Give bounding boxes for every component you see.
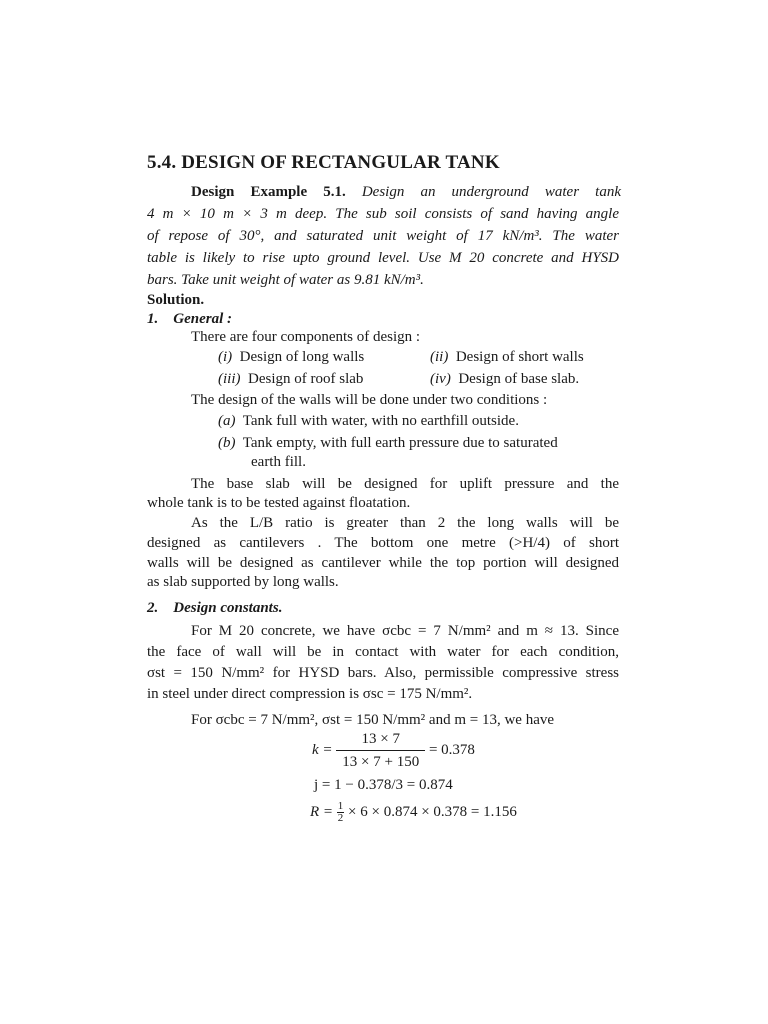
- general-number: 1.: [147, 311, 159, 327]
- base-slab-line-1: The base slab will be designed for uplift pressure and the: [191, 476, 619, 492]
- constants-line-3: σst = 150 N/mm² for HYSD bars. Also, permissible compressive stress: [147, 665, 619, 681]
- section-title: DESIGN OF RECTANGULAR TANK: [181, 152, 500, 173]
- base-slab-line-2: whole tank is to be tested against floatation.: [147, 495, 411, 511]
- component-ii-text: Design of short walls: [455, 349, 584, 365]
- component-iii-text: Design of roof slab: [248, 371, 364, 387]
- constants-line-1: For M 20 concrete, we have σcbc = 7 N/mm² and m ≈ 13. Since: [191, 623, 619, 639]
- constants-title: Design constants.: [173, 600, 283, 616]
- components-intro: There are four components of design :: [191, 329, 421, 345]
- example-line-2: 4 m × 10 m × 3 m deep. The sub soil consists of sand having angle: [147, 206, 619, 222]
- r-half-denominator: 2: [337, 812, 344, 825]
- component-iii-number: (iii): [218, 371, 241, 387]
- condition-a-text: Tank full with water, with no earthfill outside.: [242, 413, 519, 429]
- j-equation: j = 1 − 0.378/3 = 0.874: [314, 777, 453, 793]
- lb-ratio-line-3: walls will be designed as cantilever while the top portion will designed: [147, 555, 619, 571]
- solution-label: Solution.: [147, 292, 205, 308]
- component-iii: [218, 369, 363, 389]
- example-line-3: of repose of 30°, and saturated unit weight of 17 kN/m³. The water: [147, 228, 619, 244]
- lb-ratio-line-2: designed as cantilevers . The bottom one metre (>H/4) of short: [147, 535, 619, 551]
- lb-ratio-line-4: as slab supported by long walls.: [147, 574, 339, 590]
- k-rhs: = 0.378: [428, 741, 475, 758]
- constants-number: 2.: [147, 600, 159, 616]
- condition-b-text: Tank empty, with full earth pressure due to saturated: [242, 435, 558, 451]
- constants-heading: [147, 598, 282, 618]
- r-half-fraction: [337, 801, 345, 824]
- constants-line-5: For σcbc = 7 N/mm², σst = 150 N/mm² and m = 13, we have: [191, 712, 555, 728]
- component-iv-number: (iv): [430, 371, 451, 387]
- k-lhs: k =: [312, 741, 333, 758]
- component-i-number: (i): [218, 349, 233, 365]
- example-line-4: table is likely to rise upto ground level. Use M 20 concrete and HYSD: [147, 250, 619, 266]
- condition-a: [218, 411, 519, 431]
- r-rhs: × 6 × 0.874 × 0.378 = 1.156: [348, 804, 517, 820]
- section-number: 5.4.: [147, 152, 177, 173]
- example-text-1: Design an underground water tank: [361, 184, 621, 200]
- example-line-5: bars. Take unit weight of water as 9.81 kN/m³.: [147, 272, 424, 288]
- example-label: Design Example 5.1.: [191, 184, 346, 200]
- condition-b-text-2: earth fill.: [251, 454, 306, 470]
- k-numerator: 13 × 7: [336, 728, 425, 751]
- k-fraction: [336, 728, 425, 773]
- constants-line-4: in steel under direct compression is σsc = 175 N/mm².: [147, 686, 473, 702]
- component-ii-number: (ii): [430, 349, 449, 365]
- lb-ratio-line-1: As the L/B ratio is greater than 2 the long walls will be: [191, 515, 619, 531]
- component-i-text: Design of long walls: [239, 349, 365, 365]
- component-iv-text: Design of base slab.: [458, 371, 580, 387]
- general-title: General :: [173, 311, 232, 327]
- section-heading: [147, 152, 500, 174]
- condition-a-number: (a): [218, 413, 236, 429]
- k-denominator: 13 × 7 + 150: [342, 754, 420, 770]
- general-heading: [147, 309, 232, 329]
- example-line-1: [191, 182, 621, 202]
- constants-line-2: the face of wall will be in contact with water for each condition,: [147, 644, 619, 660]
- k-equation: [312, 728, 475, 773]
- condition-b-number: (b): [218, 435, 236, 451]
- component-ii: [430, 347, 584, 367]
- condition-b: [218, 433, 558, 453]
- component-iv: [430, 369, 579, 389]
- r-lhs: R =: [310, 804, 334, 820]
- r-equation: [310, 800, 517, 824]
- component-i: [218, 347, 364, 367]
- conditions-intro: The design of the walls will be done under two conditions :: [191, 392, 548, 408]
- r-half-numerator: 1: [337, 800, 344, 813]
